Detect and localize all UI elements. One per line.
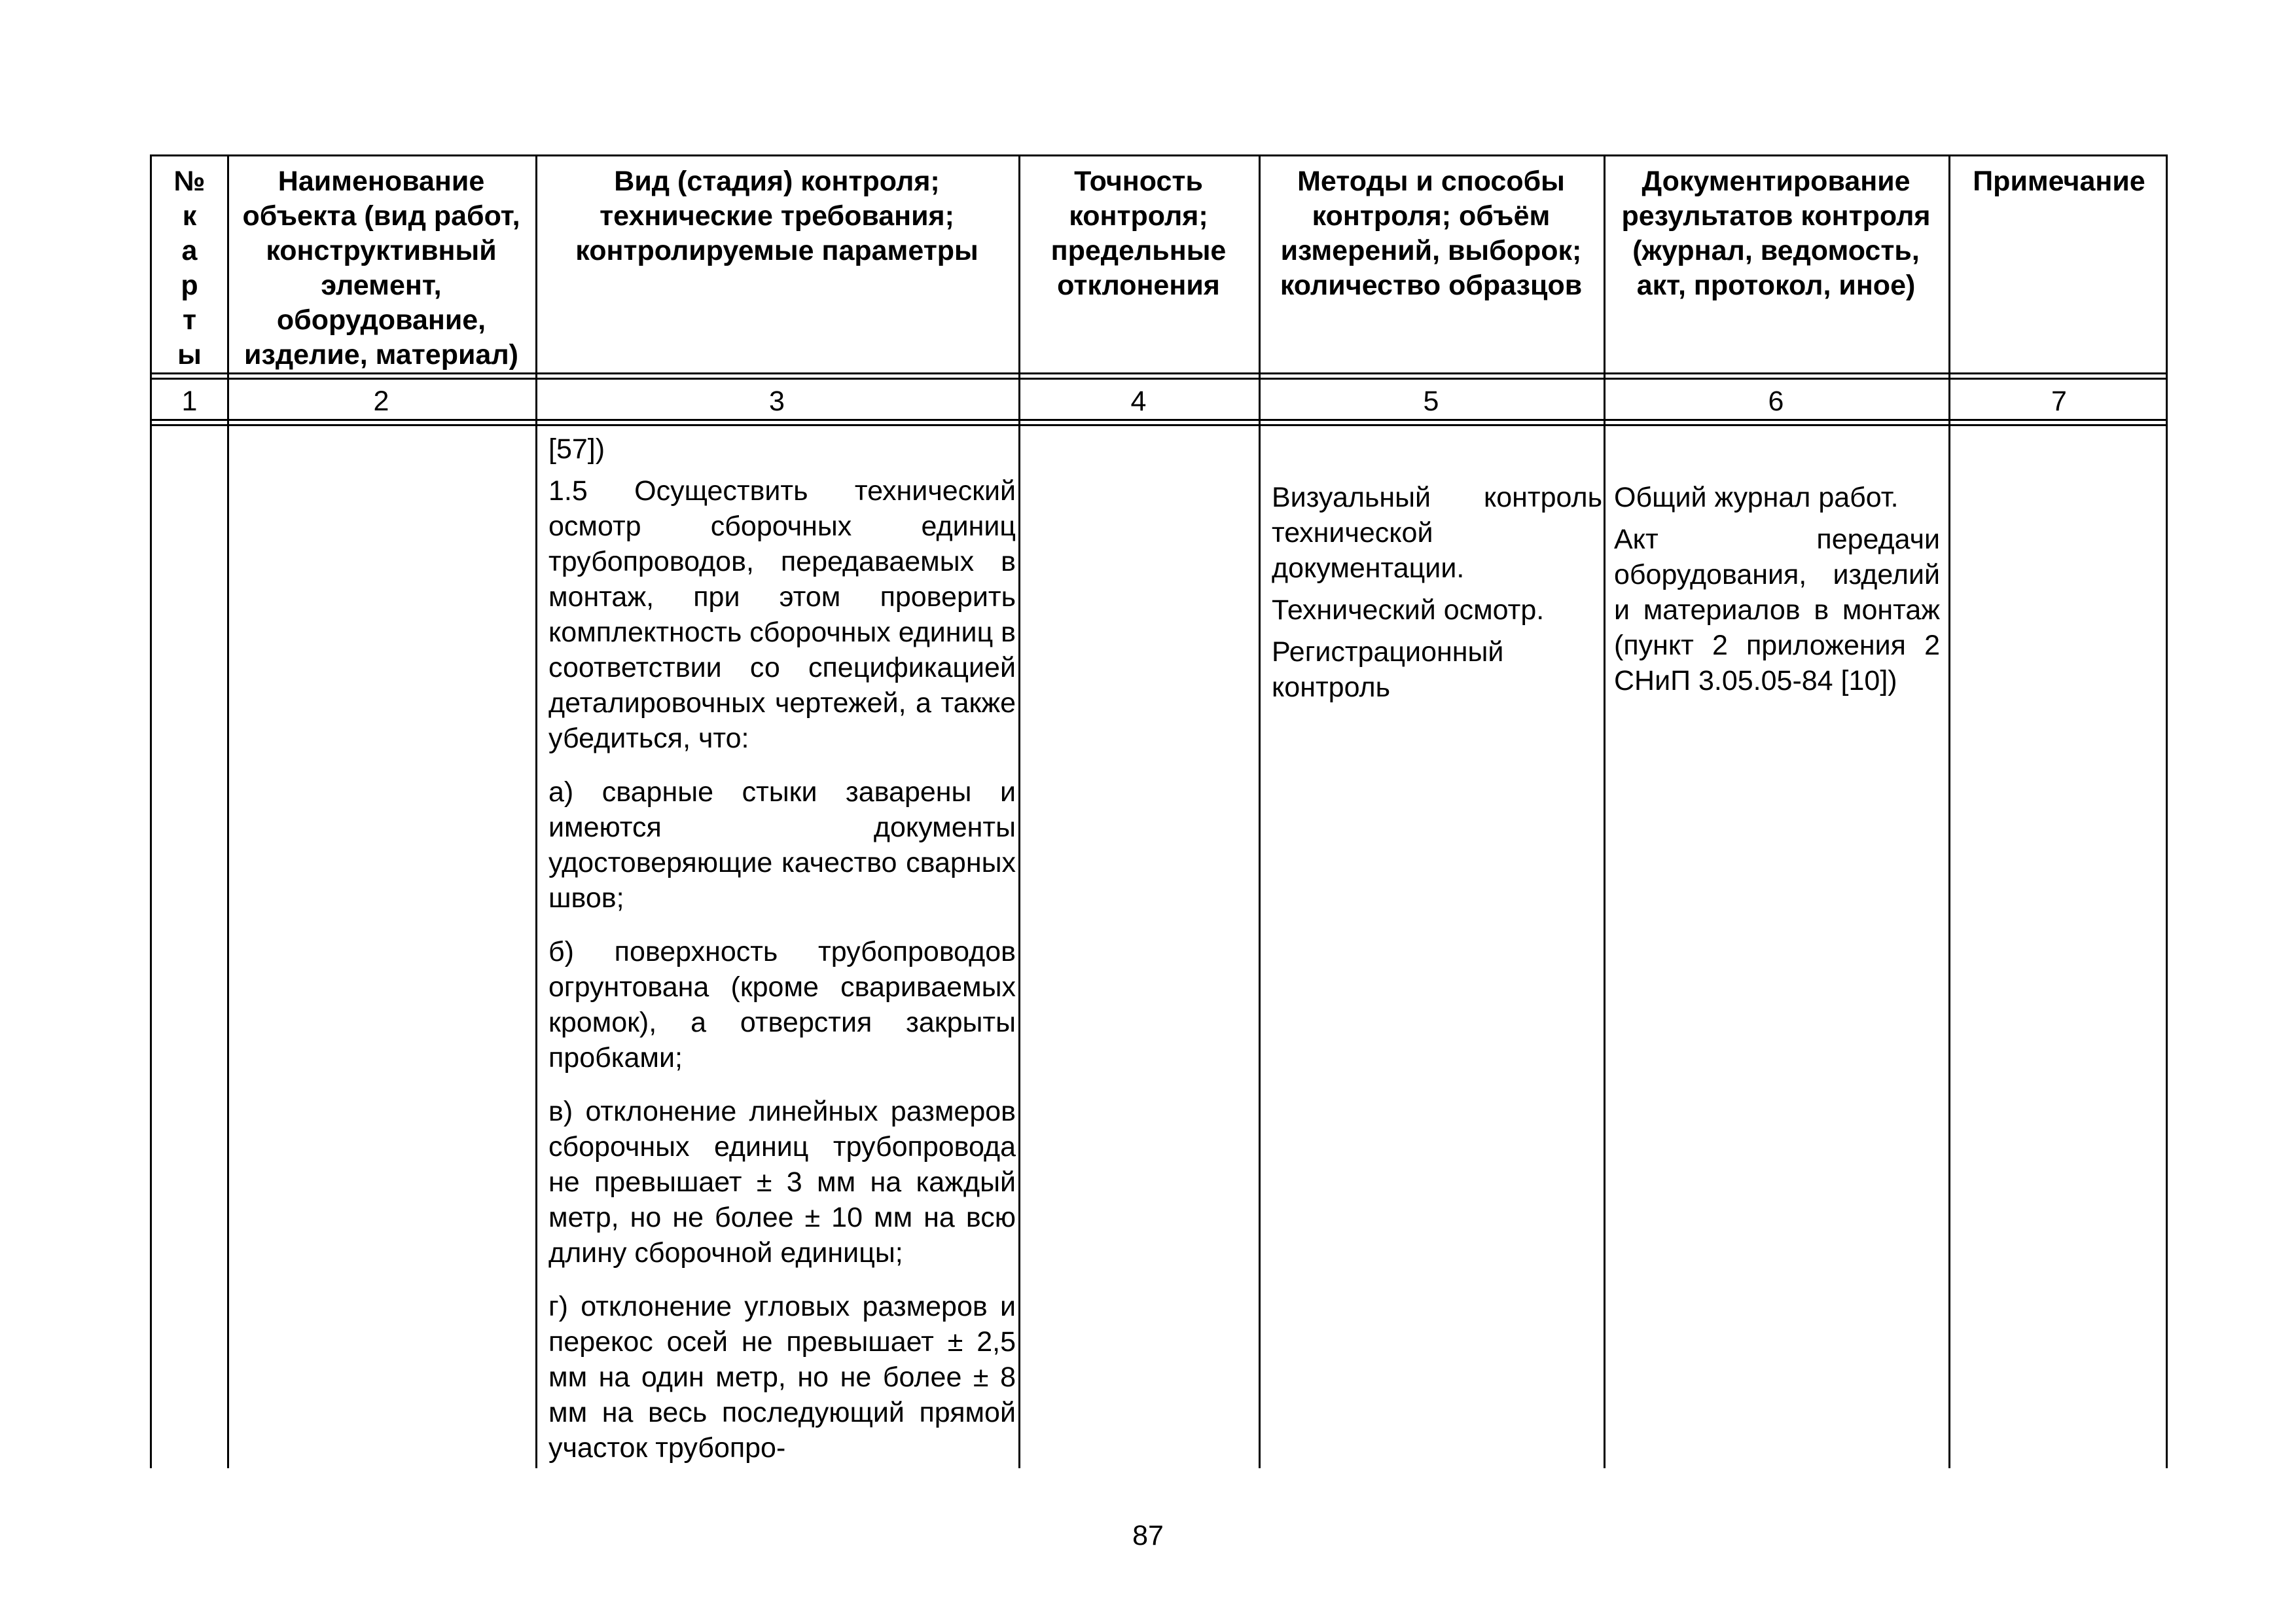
column-divider bbox=[1018, 156, 1020, 1468]
column-number: 7 bbox=[2051, 386, 2067, 417]
paragraph: в) отклонение линейных размеров сборочных единиц трубопровода не превышает ± 3 мм на каждый метр, но не более ± 10 мм на всю длину сборочной единицы; bbox=[548, 1096, 1016, 1269]
documentation-cell bbox=[1614, 480, 1940, 698]
page-number: 87 bbox=[1132, 1520, 1164, 1551]
column-divider bbox=[535, 156, 537, 1468]
column-number-rule bbox=[152, 424, 2166, 426]
control-table bbox=[150, 154, 2168, 1468]
header-object-name: Наименование объекта (вид работ, конструктивный элемент, оборудование, изделие, материал) bbox=[242, 166, 520, 370]
paragraph: Общий журнал работ. bbox=[1614, 482, 1899, 513]
header-methods: Методы и способы контроля; объём измерений, выборок; количество образцов bbox=[1280, 166, 1583, 301]
paragraph: [57]) bbox=[548, 433, 605, 465]
column-number: 3 bbox=[769, 386, 785, 417]
column-number: 2 bbox=[373, 386, 389, 417]
header-note: Примечание bbox=[1973, 166, 2145, 197]
header-documentation: Документирование результатов контроля (журнал, ведомость, акт, протокол, иное) bbox=[1621, 166, 1931, 301]
column-number-rule bbox=[152, 419, 2166, 421]
paragraph: Акт передачи оборудования, изделий и материалов в монтаж (пункт 2 приложения 2 СНиП 3.05.05-84 [10]) bbox=[1614, 524, 1940, 696]
column-divider bbox=[1259, 156, 1261, 1468]
column-number: 1 bbox=[181, 386, 198, 417]
column-number: 5 bbox=[1423, 386, 1439, 417]
paragraph: б) поверхность трубопроводов огрунтована (кроме свариваемых кромок), а отверстия закрыты пробками; bbox=[548, 936, 1016, 1074]
paragraph: 1.5 Осуществить технический осмотр сборочных единиц трубопроводов, передаваемых в монтаж, при этом проверить комплектность сборочных единиц в соответствии со спецификацией деталировочных чертежей, а также убедиться, что: bbox=[548, 475, 1016, 754]
column-number: 6 bbox=[1768, 386, 1784, 417]
header-control-type: Вид (стадия) контроля; технические требования; контролируемые параметры bbox=[575, 166, 978, 266]
paragraph: Технический осмотр. bbox=[1272, 594, 1545, 626]
column-number: 4 bbox=[1130, 386, 1147, 417]
column-divider bbox=[1604, 156, 1605, 1468]
methods-cell bbox=[1272, 480, 1602, 705]
paragraph: Визуальный контроль технической документации. bbox=[1272, 482, 1602, 584]
header-card-number: № к а р т ы bbox=[173, 166, 206, 370]
column-divider bbox=[1948, 156, 1950, 1468]
paragraph: Регистрационный контроль bbox=[1272, 636, 1504, 703]
control-requirements-cell bbox=[548, 431, 1016, 1466]
paragraph: г) отклонение угловых размеров и перекос осей не превышает ± 2,5 мм на один метр, но не более ± 8 мм на весь последующий прямой участок трубопро- bbox=[548, 1291, 1016, 1464]
header-accuracy: Точность контроля; предельные отклонения bbox=[1050, 166, 1227, 301]
paragraph: а) сварные стыки заварены и имеются документы удостоверяющие качество сварных швов; bbox=[548, 776, 1016, 914]
header-rule bbox=[152, 378, 2166, 380]
header-rule bbox=[152, 372, 2166, 374]
